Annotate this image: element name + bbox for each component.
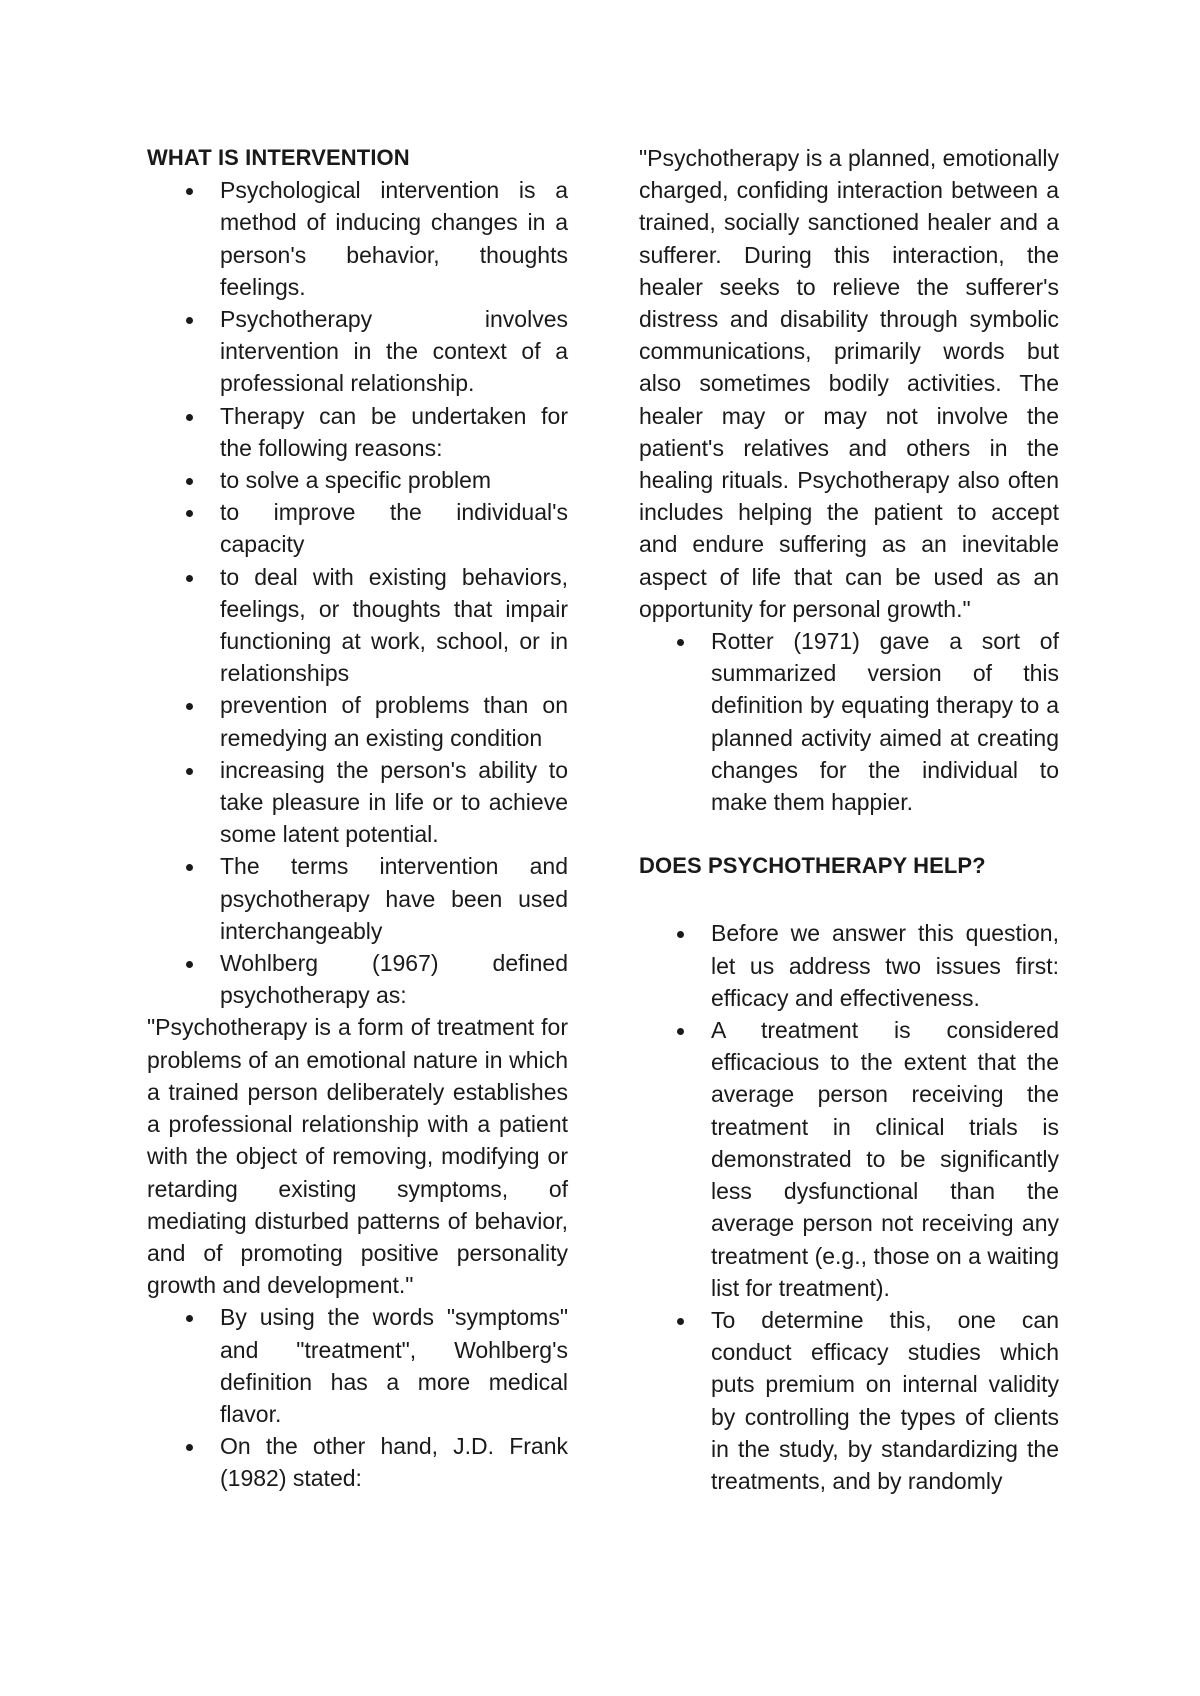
bullet-icon	[186, 768, 193, 775]
bullet-list	[147, 1301, 568, 1494]
list-item-text: Therapy can be undertaken for the following reasons:	[220, 402, 568, 461]
bullet-icon	[677, 639, 684, 646]
bullet-icon	[677, 931, 684, 938]
bullet-icon	[677, 1318, 684, 1325]
bullet-list	[639, 917, 1059, 1497]
list-item	[147, 689, 568, 753]
list-item-text: A treatment is considered efficacious to the extent that the average person receiving the treatment in clinical trials is demonstrated to be significantly less dysfunctional than the average person not receiving any treatment (e.g., those on a waiting list for treatment).	[711, 1017, 1059, 1301]
list-item-text: By using the words "symptoms" and "treatment", Wohlberg's definition has a more medical flavor.	[220, 1304, 568, 1427]
spacer	[639, 882, 1059, 917]
bullet-icon	[186, 703, 193, 710]
section-heading-does-psychotherapy-help: DOES PSYCHOTHERAPY HELP?	[639, 853, 986, 879]
bullet-icon	[186, 864, 193, 871]
bullet-icon	[186, 1315, 193, 1322]
list-item	[147, 464, 568, 496]
bullet-icon	[186, 961, 193, 968]
bullet-icon	[186, 414, 193, 421]
list-item-text: Before we answer this question, let us address two issues first: efficacy and effectiveness.	[711, 920, 1059, 1011]
list-item	[147, 174, 568, 303]
list-item	[639, 1014, 1059, 1304]
bullet-icon	[186, 478, 193, 485]
list-item-text: to deal with existing behaviors, feelings, or thoughts that impair functioning at work, school, or in relationships	[220, 563, 568, 687]
list-item	[639, 1304, 1059, 1497]
bullet-icon	[677, 1028, 684, 1035]
list-item	[639, 917, 1059, 1014]
list-item-text: increasing the person's ability to take pleasure in life or to achieve some latent potential.	[220, 756, 568, 848]
bullet-icon	[186, 188, 193, 195]
bullet-icon	[186, 575, 193, 582]
spacer	[639, 818, 1059, 850]
list-item-text: On the other hand, J.D. Frank (1982) stated:	[220, 1433, 568, 1492]
list-item-text: prevention of problems than on remedying an existing condition	[220, 692, 568, 751]
section-heading-what-is-intervention: WHAT IS INTERVENTION	[147, 145, 410, 170]
bullet-icon	[186, 1444, 193, 1451]
bullet-icon	[186, 317, 193, 324]
bullet-icon	[186, 510, 193, 517]
list-item	[147, 561, 568, 690]
list-item	[147, 1301, 568, 1430]
list-item	[147, 496, 568, 560]
list-item-text: to solve a specific problem	[220, 467, 492, 494]
list-item	[147, 947, 568, 1011]
quote-wohlberg: "Psychotherapy is a form of treatment for problems of an emotional nature in which a trained person deliberately establishes a professional relationship with a patient with the object of removing, modifying or retarding existing symptoms, of mediating disturbed patterns of behavior, and of promoting positive personality growth and development."	[147, 1014, 568, 1299]
list-item-text: The terms intervention and psychotherapy have been used interchangeably	[220, 853, 568, 944]
list-item-text: Psychotherapy involves intervention in the context of a professional relationship.	[220, 306, 568, 397]
left-column	[147, 142, 568, 1495]
list-item	[147, 400, 568, 464]
list-item-text: To determine this, one can conduct efficacy studies which puts premium on internal validity by controlling the types of clients in the study, by standardizing the treatments, and by randomly	[711, 1306, 1059, 1494]
bullet-list	[147, 174, 568, 1011]
list-item	[147, 754, 568, 851]
list-item	[147, 850, 568, 947]
bullet-list	[639, 625, 1059, 818]
right-column	[639, 142, 1059, 1497]
list-item-text: to improve the individual's capacity	[220, 499, 568, 558]
list-item-text: Psychological intervention is a method of inducing changes in a person's behavior, thoughts feelings.	[220, 177, 568, 300]
list-item	[639, 625, 1059, 818]
list-item-text: Rotter (1971) gave a sort of summarized version of this definition by equating therapy to a planned activity aimed at creating changes for the individual to make them happier.	[711, 628, 1059, 816]
list-item	[147, 1430, 568, 1494]
list-item-text: Wohlberg (1967) defined psychotherapy as:	[220, 950, 568, 1009]
quote-frank: "Psychotherapy is a planned, emotionally charged, confiding interaction between a trained, socially sanctioned healer and a sufferer. During this interaction, the healer seeks to relieve the sufferer's distress and disability through symbolic communications, primarily words but also sometimes bodily activities. The healer may or may not involve the patient's relatives and others in the healing rituals. Psychotherapy also often includes helping the patient to accept and endure suffering as an inevitable aspect of life that can be used as an opportunity for personal growth."	[639, 145, 1059, 622]
list-item	[147, 303, 568, 400]
